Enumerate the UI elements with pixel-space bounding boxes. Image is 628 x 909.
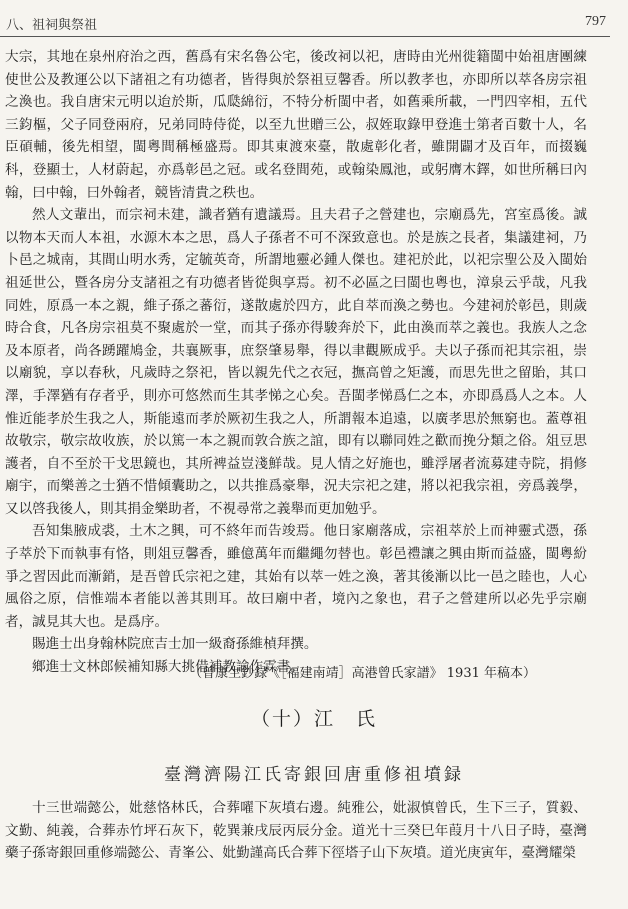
author-signature: 賜進士出身翰林院庶吉士加一級裔孫維楨拜撰。 bbox=[32, 636, 318, 653]
article-body bbox=[5, 46, 587, 679]
source-citation: （曾康生鈔録《［福建南靖］高港曾氏家譜》 1931 年稿本） bbox=[189, 666, 536, 681]
paragraph: 大宗，其地在泉州府治之西，舊爲有宋名魯公宅，後改祠以祀，唐時由光州徙籍閩中始祖唐團練使世公及教運公以下諸祖之有功德者，皆得與於祭祖豆馨香。所以教孝也，亦即所以萃各房宗祖之渙也。我自唐宋元明以迨於斯，瓜瓞綿衍，不特分析閩中者，如舊乘所載，一門四宰相，五代三鈞樞，父子同登兩府，兄弟同時侍從，以至九世贈三公，叔姪取錄甲登進士第者百數十人，名臣碩輔，後先相望，閩粵間稱極盛焉。即其東渡來臺，散處彰化者，雖開闢才及百年，而掇巍科，登顯士，人材蔚起，亦爲彰邑之冠。或名登間苑，或翰染鳳池，或躬膺木鐸，如世所稱曰內翰，曰中翰，曰外翰者，競皆清貴之秩也。 bbox=[5, 49, 587, 201]
paragraph: 吾知集腋成裘，土木之興，可不終年而告竣焉。他日家廟落成，宗祖萃於上而神靈式憑，孫子萃於下而執事有恪，則俎豆馨香，雖億萬年而繼繩勿替也。彰邑禮讓之興由斯而益盛，閩粵紛爭之習因此而漸銷，是吾曾氏宗祀之建，其始有以萃一姓之渙，著其後漸以比一邑之睦也，人心風俗之原，信惟端本者能以善其則耳。故曰廟中者，境內之象也，君子之營建所以必先乎宗廟者，誠見其大也。是爲序。 bbox=[5, 523, 587, 630]
article-title: 臺灣濟陽江氏寄銀回唐重修祖墳録 bbox=[164, 765, 464, 785]
paragraph: 十三世端懿公，妣慈恪林氏，合葬嚁下灰墳右邊。純雅公，妣淑慎曾氏，生下三子，質毅、文勤、純義，合葬赤竹坪石灰下，乾巽兼戌辰丙辰分金。道光十三癸巳年葭月十八日子時，臺灣藥子孫寄銀回重修端懿公、青峯公、妣勤謹高氏合葬下徑塔子山下灰墳。道光庚寅年，臺灣耀榮 bbox=[5, 800, 587, 862]
paragraph: 然人文輩出，而宗祠未建，識者猶有遺議焉。且夫君子之營建也，宗廟爲先，宮室爲後。誠以物本天而人本祖，水源木本之思，爲人子孫者不可不深致意也。於是族之長者，集議建祠，乃卜邑之城南，其間山明水秀，定毓英奇，所謂地靈必鍾人傑也。建祀於此，以祀宗聖公及入閩始祖延世公，暨各房分支諸祖之有功德者皆從與享焉。初不必區之曰閩也粵也，漳泉云乎哉，凡我同姓，原爲一本之親，維子孫之蕃衍，遂散處於四方，此自萃而渙之勢也。今建祠於彰邑，則歲時合食，凡各房宗祖莫不聚處於一堂，而其子孫亦得駿奔於下，此由渙而萃之義也。我族人之念及本原者，尚各踴躍鳩金，共襄厥事，庶祭肇易舉，得以聿觀厥成乎。夫以子孫而祀其宗祖，崇以廟貌，享以春秋，凡歲時之祭祀，皆以親先代之衣冠，撫高曾之矩護，而思先世之留貽，其口澤，手澤猶有存者乎，則亦可悠然而生其孝悌之心矣。吾閩孝悌爲仁之本，亦即爲爲人之本。人惟近能孝於生我之人，斯能遠而孝於厥初生我之人，所謂報本追遠，以廣孝思於無窮也。蓋尊祖故敬宗，敬宗故收族，於以篤一本之親而敦合族之誼，即有以聯同姓之歡而挽分類之俗。俎豆思護者，自不至於干戈思鏡也，其所裨益豈淺鮮哉。見人情之好施也，雖浮屠者流募建寺院，捐修廟宇，而樂善之士猶不惜傾囊助之，以共推爲豪舉，況夫宗祀之建，將以祀我宗祖，旁爲義學，又以啓我後人，則其捐金樂助者，不視尋常之義舉而更加勉乎。 bbox=[5, 207, 587, 517]
page-header bbox=[6, 14, 606, 34]
article-body bbox=[5, 797, 587, 865]
calligrapher-signature: 鄉進士文林郎候補知縣大挑借補教諭作霖書。 bbox=[32, 659, 304, 676]
header-rule bbox=[0, 36, 610, 37]
chapter-title: 八、祖祠與祭祖 bbox=[6, 18, 98, 33]
page-number: 797 bbox=[585, 14, 606, 29]
section-heading: （十）江 氏 bbox=[250, 708, 377, 730]
